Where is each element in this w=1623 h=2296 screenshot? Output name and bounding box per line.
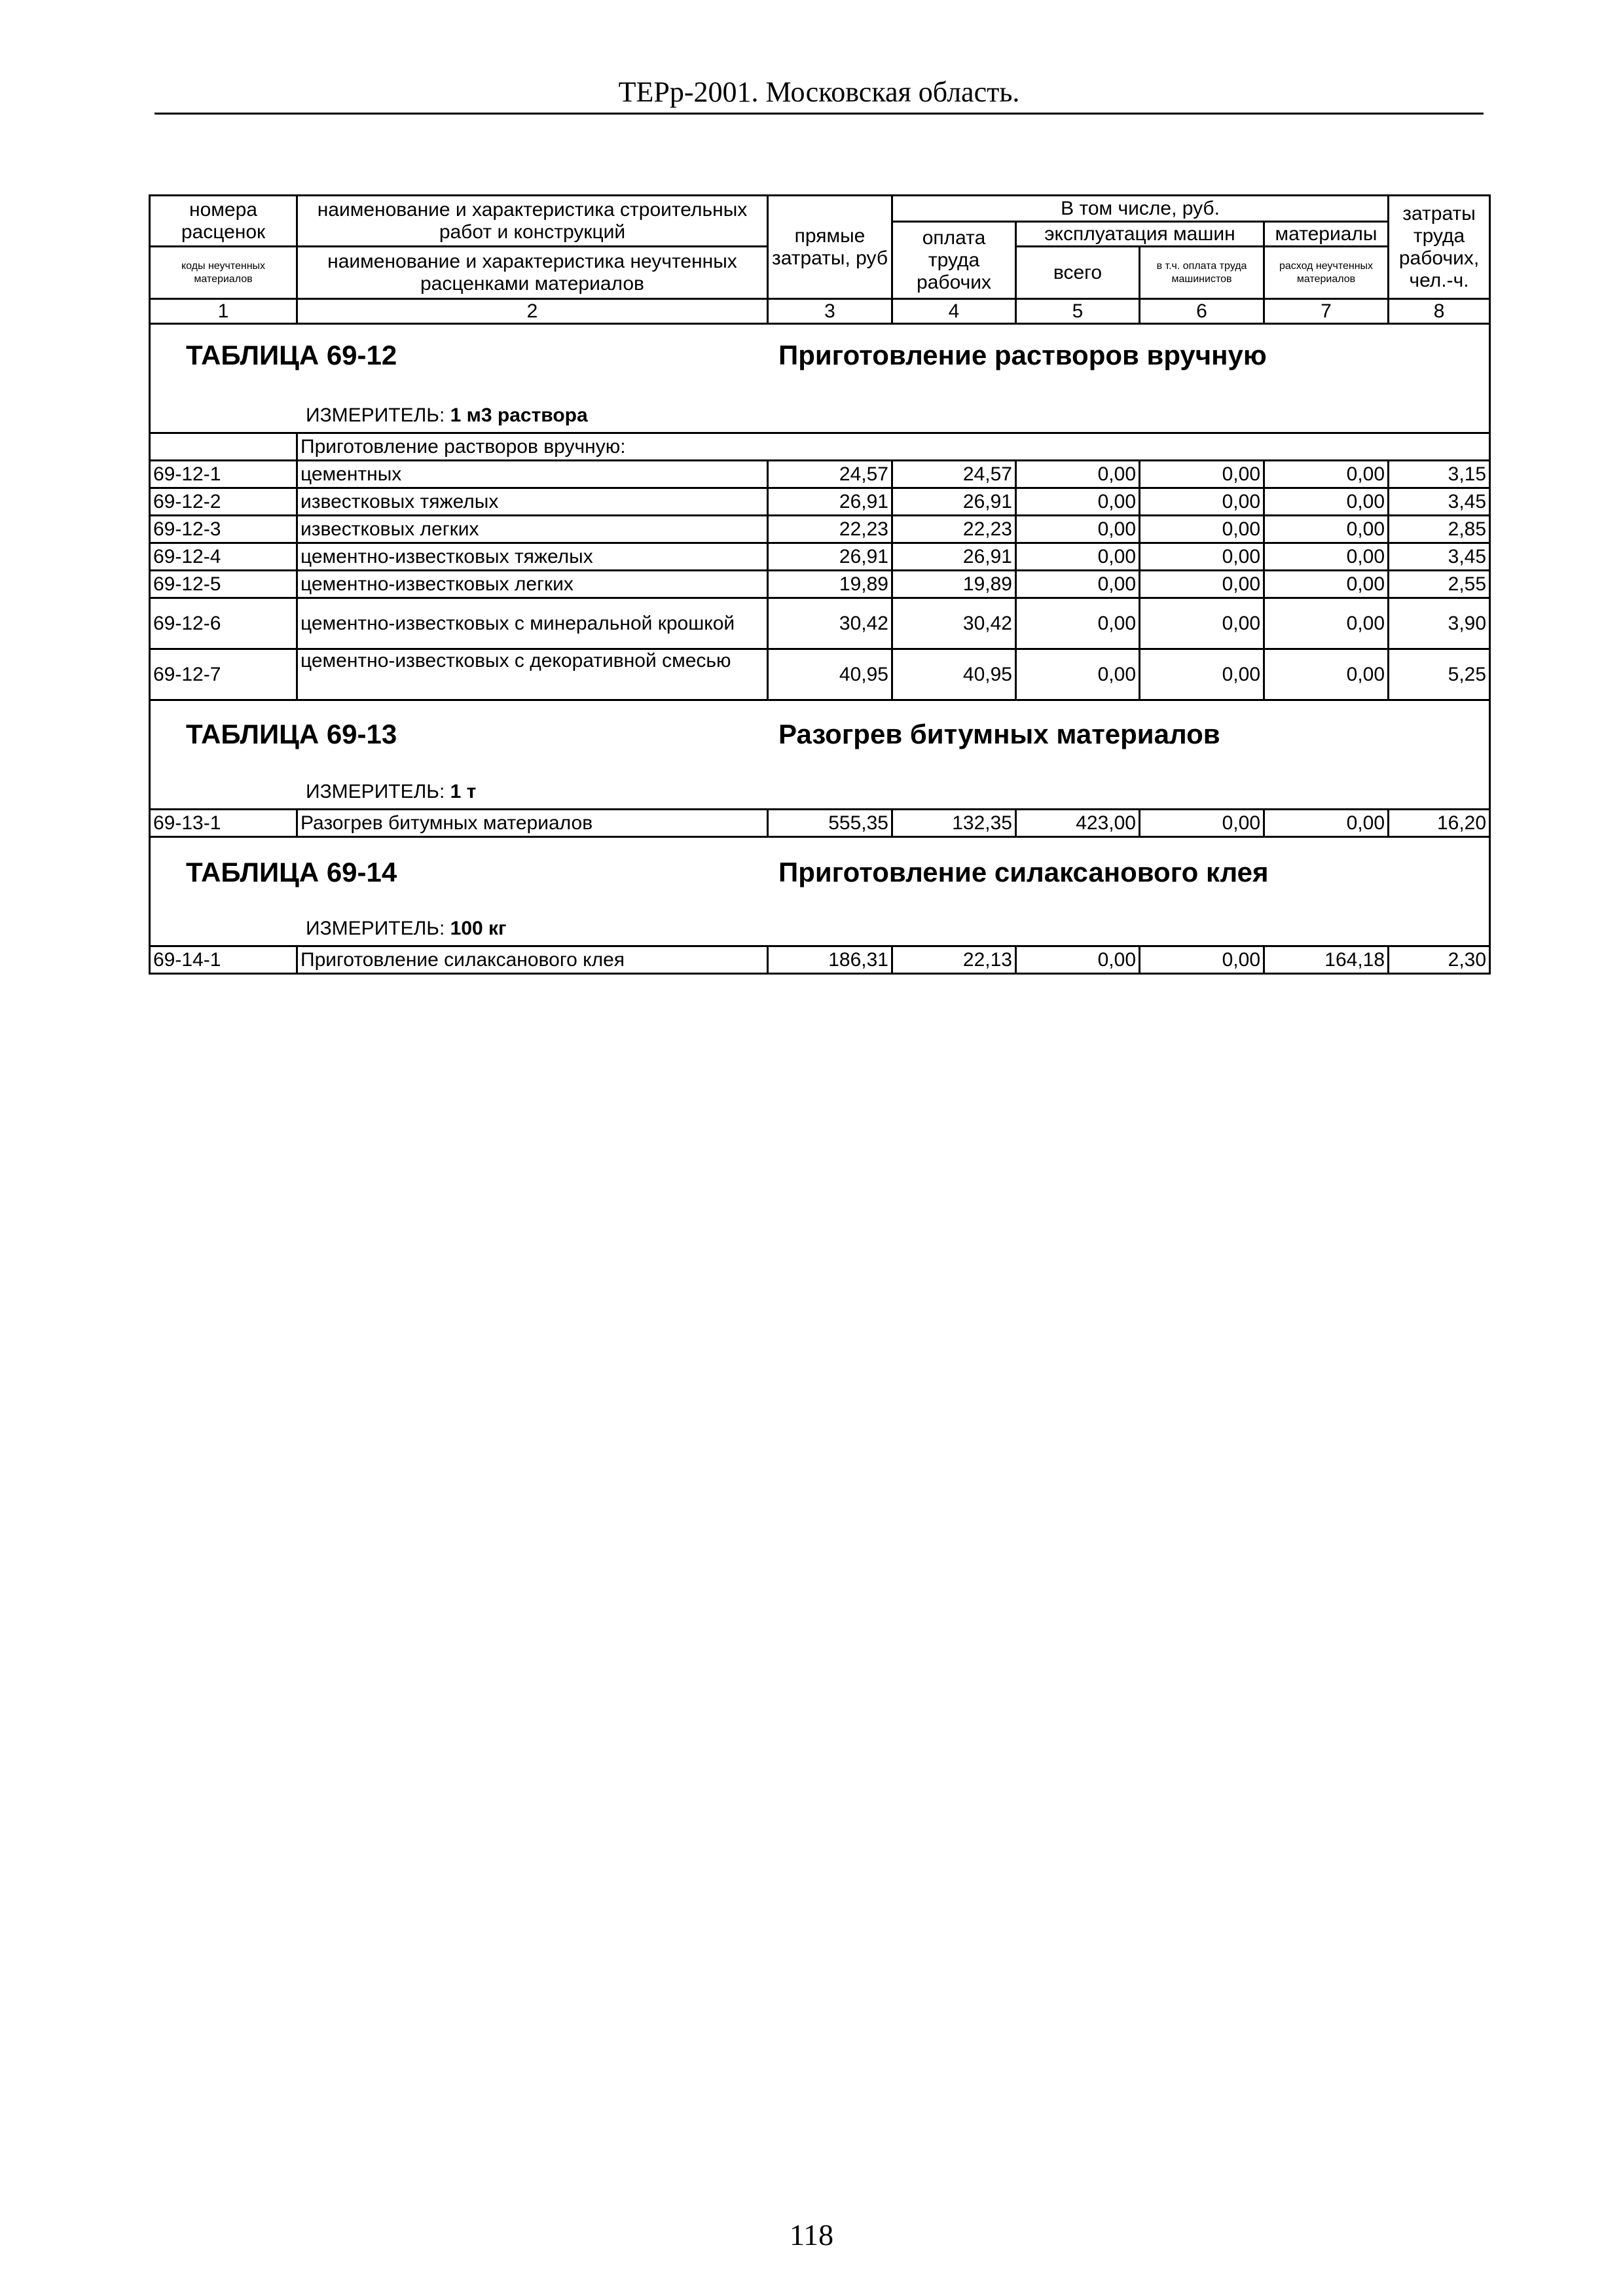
rate-code: 69-12-5 <box>150 571 297 598</box>
labor-pay: 22,23 <box>892 516 1016 543</box>
direct-costs: 555,35 <box>768 810 892 837</box>
section-header <box>150 700 1490 810</box>
section-subject: Приготовление растворов вручную <box>778 340 1267 370</box>
table-row <box>150 488 1490 516</box>
materials: 0,00 <box>1264 598 1389 649</box>
labor-hours: 3,45 <box>1389 488 1490 516</box>
materials: 0,00 <box>1264 649 1389 700</box>
materials: 164,18 <box>1264 946 1389 974</box>
section-header <box>150 324 1490 433</box>
rate-code: 69-12-1 <box>150 461 297 488</box>
rate-name: Приготовление силаксанового клея <box>297 946 768 974</box>
section-measure: ИЗМЕРИТЕЛЬ: 1 м3 раствора <box>306 404 588 426</box>
direct-costs: 24,57 <box>768 461 892 488</box>
column-numbers-row <box>150 299 1490 324</box>
rate-name: цементно-известковых с минеральной крошкой <box>297 598 768 649</box>
rate-name: цементно-известковых легких <box>297 571 768 598</box>
group-row <box>150 433 1490 461</box>
machines-total: 0,00 <box>1016 516 1140 543</box>
rate-name: цементно-известковых с декоративной смесью <box>297 649 768 700</box>
rate-name: цементно-известковых тяжелых <box>297 543 768 571</box>
col-header-labor-hours: затраты труда рабочих, чел.-ч. <box>1389 196 1490 299</box>
labor-hours: 3,45 <box>1389 543 1490 571</box>
section-measure: ИЗМЕРИТЕЛЬ: 1 т <box>306 781 477 802</box>
rate-name: известковых легких <box>297 516 768 543</box>
section-subject: Разогрев битумных материалов <box>778 719 1220 749</box>
direct-costs: 26,91 <box>768 488 892 516</box>
col-header-machines-total: всего <box>1016 247 1140 299</box>
table-row <box>150 461 1490 488</box>
table-row <box>150 649 1490 700</box>
page-number: 118 <box>789 2218 834 2251</box>
direct-costs: 30,42 <box>768 598 892 649</box>
table-row <box>150 598 1490 649</box>
machinists-pay: 0,00 <box>1140 543 1264 571</box>
direct-costs: 22,23 <box>768 516 892 543</box>
col-header-materials: материалы <box>1264 222 1389 247</box>
labor-hours: 2,85 <box>1389 516 1490 543</box>
rate-code: 69-14-1 <box>150 946 297 974</box>
col-header-unaccounted-materials: расход неучтенных материалов <box>1264 247 1389 299</box>
direct-costs: 40,95 <box>768 649 892 700</box>
labor-hours: 16,20 <box>1389 810 1490 837</box>
direct-costs: 19,89 <box>768 571 892 598</box>
labor-hours: 3,15 <box>1389 461 1490 488</box>
labor-hours: 3,90 <box>1389 598 1490 649</box>
table-row <box>150 810 1490 837</box>
section-title: ТАБЛИЦА 69-12 <box>186 340 397 370</box>
machines-total: 0,00 <box>1016 543 1140 571</box>
column-number: 5 <box>1016 299 1140 324</box>
machines-total: 0,00 <box>1016 946 1140 974</box>
machinists-pay: 0,00 <box>1140 598 1264 649</box>
rate-name: известковых тяжелых <box>297 488 768 516</box>
machines-total: 0,00 <box>1016 571 1140 598</box>
col-header-rate-number: номера расценок <box>150 196 297 247</box>
rate-code: 69-12-2 <box>150 488 297 516</box>
rate-code: 69-13-1 <box>150 810 297 837</box>
labor-hours: 2,30 <box>1389 946 1490 974</box>
col-header-machinists-pay: в т.ч. оплата труда машинистов <box>1140 247 1264 299</box>
machinists-pay: 0,00 <box>1140 810 1264 837</box>
machines-total: 0,00 <box>1016 461 1140 488</box>
rate-code: 69-12-6 <box>150 598 297 649</box>
direct-costs: 186,31 <box>768 946 892 974</box>
column-number: 3 <box>768 299 892 324</box>
table-row <box>150 516 1490 543</box>
table-row <box>150 571 1490 598</box>
column-number: 6 <box>1140 299 1264 324</box>
machinists-pay: 0,00 <box>1140 461 1264 488</box>
machinists-pay: 0,00 <box>1140 571 1264 598</box>
machines-total: 0,00 <box>1016 649 1140 700</box>
table-row <box>150 543 1490 571</box>
col-header-work-name: наименование и характеристика строительных работ и конструкций <box>297 196 768 247</box>
col-header-machines: эксплуатация машин <box>1016 222 1264 247</box>
labor-hours: 2,55 <box>1389 571 1490 598</box>
machines-total: 0,00 <box>1016 488 1140 516</box>
column-number: 8 <box>1389 299 1490 324</box>
labor-pay: 40,95 <box>892 649 1016 700</box>
materials: 0,00 <box>1264 543 1389 571</box>
rate-code: 69-12-4 <box>150 543 297 571</box>
column-number: 1 <box>150 299 297 324</box>
col-header-direct-costs: прямые затраты, руб <box>768 196 892 299</box>
machinists-pay: 0,00 <box>1140 649 1264 700</box>
rate-code: 69-12-3 <box>150 516 297 543</box>
materials: 0,00 <box>1264 516 1389 543</box>
column-number: 7 <box>1264 299 1389 324</box>
machines-total: 423,00 <box>1016 810 1140 837</box>
materials: 0,00 <box>1264 488 1389 516</box>
section-header <box>150 837 1490 946</box>
machinists-pay: 0,00 <box>1140 488 1264 516</box>
rate-name: цементных <box>297 461 768 488</box>
col-header-labor-pay: оплата труда рабочих <box>892 222 1016 299</box>
col-header-material-names: наименование и характеристика неучтенных расценками материалов <box>297 247 768 299</box>
rate-code: 69-12-7 <box>150 649 297 700</box>
table-row <box>150 946 1490 974</box>
col-header-material-codes: коды неучтенных материалов <box>150 247 297 299</box>
rate-name: Разогрев битумных материалов <box>297 810 768 837</box>
page-header: ТЕРр-2001. Московская область. <box>155 72 1484 115</box>
labor-pay: 26,91 <box>892 543 1016 571</box>
section-measure: ИЗМЕРИТЕЛЬ: 100 кг <box>306 918 507 939</box>
labor-pay: 22,13 <box>892 946 1016 974</box>
materials: 0,00 <box>1264 571 1389 598</box>
materials: 0,00 <box>1264 461 1389 488</box>
section-title: ТАБЛИЦА 69-14 <box>186 857 397 888</box>
labor-pay: 30,42 <box>892 598 1016 649</box>
column-number: 4 <box>892 299 1016 324</box>
section-subject: Приготовление силаксанового клея <box>778 857 1269 888</box>
section-title: ТАБЛИЦА 69-13 <box>186 719 397 749</box>
machinists-pay: 0,00 <box>1140 946 1264 974</box>
labor-pay: 19,89 <box>892 571 1016 598</box>
rates-table <box>149 194 1491 975</box>
machinists-pay: 0,00 <box>1140 516 1264 543</box>
labor-pay: 26,91 <box>892 488 1016 516</box>
labor-pay: 132,35 <box>892 810 1016 837</box>
machines-total: 0,00 <box>1016 598 1140 649</box>
column-number: 2 <box>297 299 768 324</box>
materials: 0,00 <box>1264 810 1389 837</box>
direct-costs: 26,91 <box>768 543 892 571</box>
group-row-label: Приготовление растворов вручную: <box>297 433 1490 461</box>
col-header-group: В том числе, руб. <box>892 196 1389 222</box>
labor-hours: 5,25 <box>1389 649 1490 700</box>
labor-pay: 24,57 <box>892 461 1016 488</box>
